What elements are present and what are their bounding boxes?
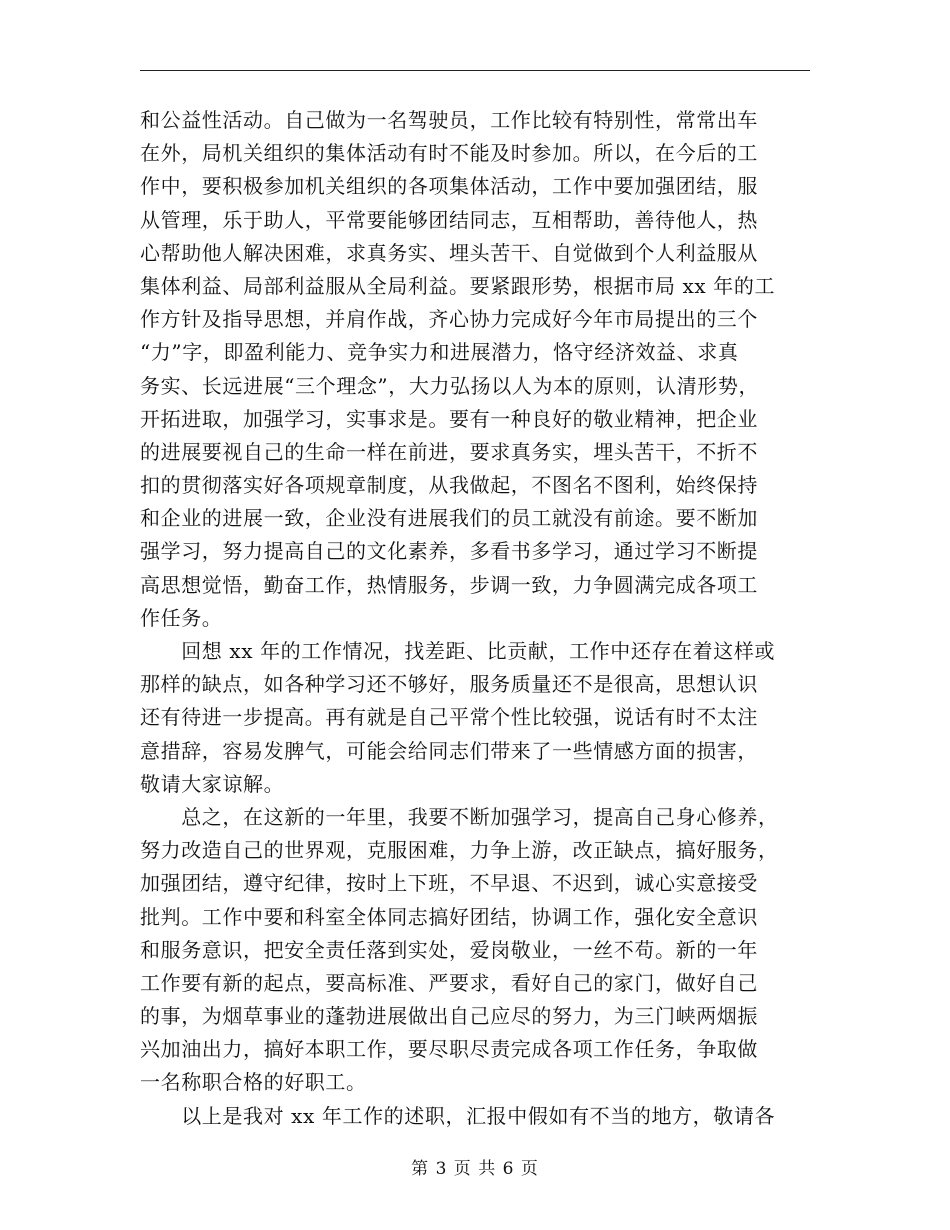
text-line: 的事，为烟草事业的蓬勃进展做出自己应尽的努力，为三门峡两烟振 (140, 1004, 758, 1029)
text-line: 从管理，乐于助人，平常要能够团结同志，互相帮助，善待他人，热 (140, 207, 758, 232)
text-line: 高思想觉悟，勤奋工作，热情服务，步调一致，力争圆满完成各项工 (140, 572, 758, 597)
text-line: 作任务。 (140, 605, 223, 630)
text-line: 加强团结，遵守纪律，按时上下班，不早退、不迟到，诚心实意接受 (140, 871, 758, 896)
text-line: 努力改造自己的世界观，克服困难，力争上游，改正缺点，搞好服务， (140, 838, 779, 863)
text-line: 总之，在这新的一年里，我要不断加强学习，提高自己身心修养， (140, 804, 779, 829)
text-line: “力”字，即盈利能力、竞争实力和进展潜力，恪守经济效益、求真 (140, 340, 739, 365)
text-line: 集体利益、局部利益服从全局利益。要紧跟形势，根据市局 xx 年的工 (140, 273, 776, 298)
text-line: 作中，要积极参加机关组织的各项集体活动，工作中要加强团结，服 (140, 174, 758, 199)
text-line: 的进展要视自己的生命一样在前进，要求真务实，埋头苦干，不折不 (140, 439, 758, 464)
text-line: 兴加油出力，搞好本职工作，要尽职尽责完成各项工作任务，争取做 (140, 1037, 758, 1062)
text-line: 和服务意识，把安全责任落到实处，爱岗敬业，一丝不苟。新的一年 (140, 937, 758, 962)
text-line: 扣的贯彻落实好各项规章制度，从我做起，不图名不图利，始终保持 (140, 473, 758, 498)
text-line: 和公益性活动。自己做为一名驾驶员，工作比较有特别性，常常出车 (140, 108, 758, 132)
text-line: 作方针及指导思想，并肩作战，齐心协力完成好今年市局提出的三个 (140, 307, 758, 332)
text-line: 敬请大家谅解。 (140, 771, 285, 796)
text-line: 一名称职合格的好职工。 (140, 1070, 367, 1095)
text-line: 在外，局机关组织的集体活动有时不能及时参加。所以，在今后的工 (140, 141, 758, 166)
text-line: 工作要有新的起点，要高标准、严要求，看好自己的家门，做好自己 (140, 970, 758, 995)
text-line: 和企业的进展一致，企业没有进展我们的员工就没有前途。要不断加 (140, 506, 758, 531)
text-line: 那样的缺点，如各种学习还不够好，服务质量还不是很高，思想认识 (140, 672, 758, 697)
text-line: 强学习，努力提高自己的文化素养，多看书多学习，通过学习不断提 (140, 539, 758, 564)
text-line: 心帮助他人解决困难，求真务实、埋头苦干、自觉做到个人利益服从 (140, 240, 758, 265)
header-divider (140, 70, 810, 71)
body-text (140, 104, 810, 1133)
text-line: 回想 xx 年的工作情况，找差距、比贡献，工作中还存在着这样或 (140, 639, 776, 663)
page-number-footer: 第 3 页 共 6 页 (411, 1159, 539, 1179)
text-line: 还有待进一步提高。再有就是自己平常个性比较强，说话有时不太注 (140, 705, 758, 730)
text-line: 务实、长远进展“三个理念”，大力弘扬以人为本的原则，认清形势， (140, 373, 760, 398)
text-line: 开拓进取，加强学习，实事求是。要有一种良好的敬业精神，把企业 (140, 406, 758, 431)
text-line: 意措辞，容易发脾气，可能会给同志们带来了一些情感方面的损害， (140, 738, 758, 763)
text-line: 以上是我对 xx 年工作的述职，汇报中假如有不当的地方，敬请各 (140, 1103, 776, 1128)
text-line: 批判。工作中要和科室全体同志搞好团结，协调工作，强化安全意识 (140, 904, 758, 929)
